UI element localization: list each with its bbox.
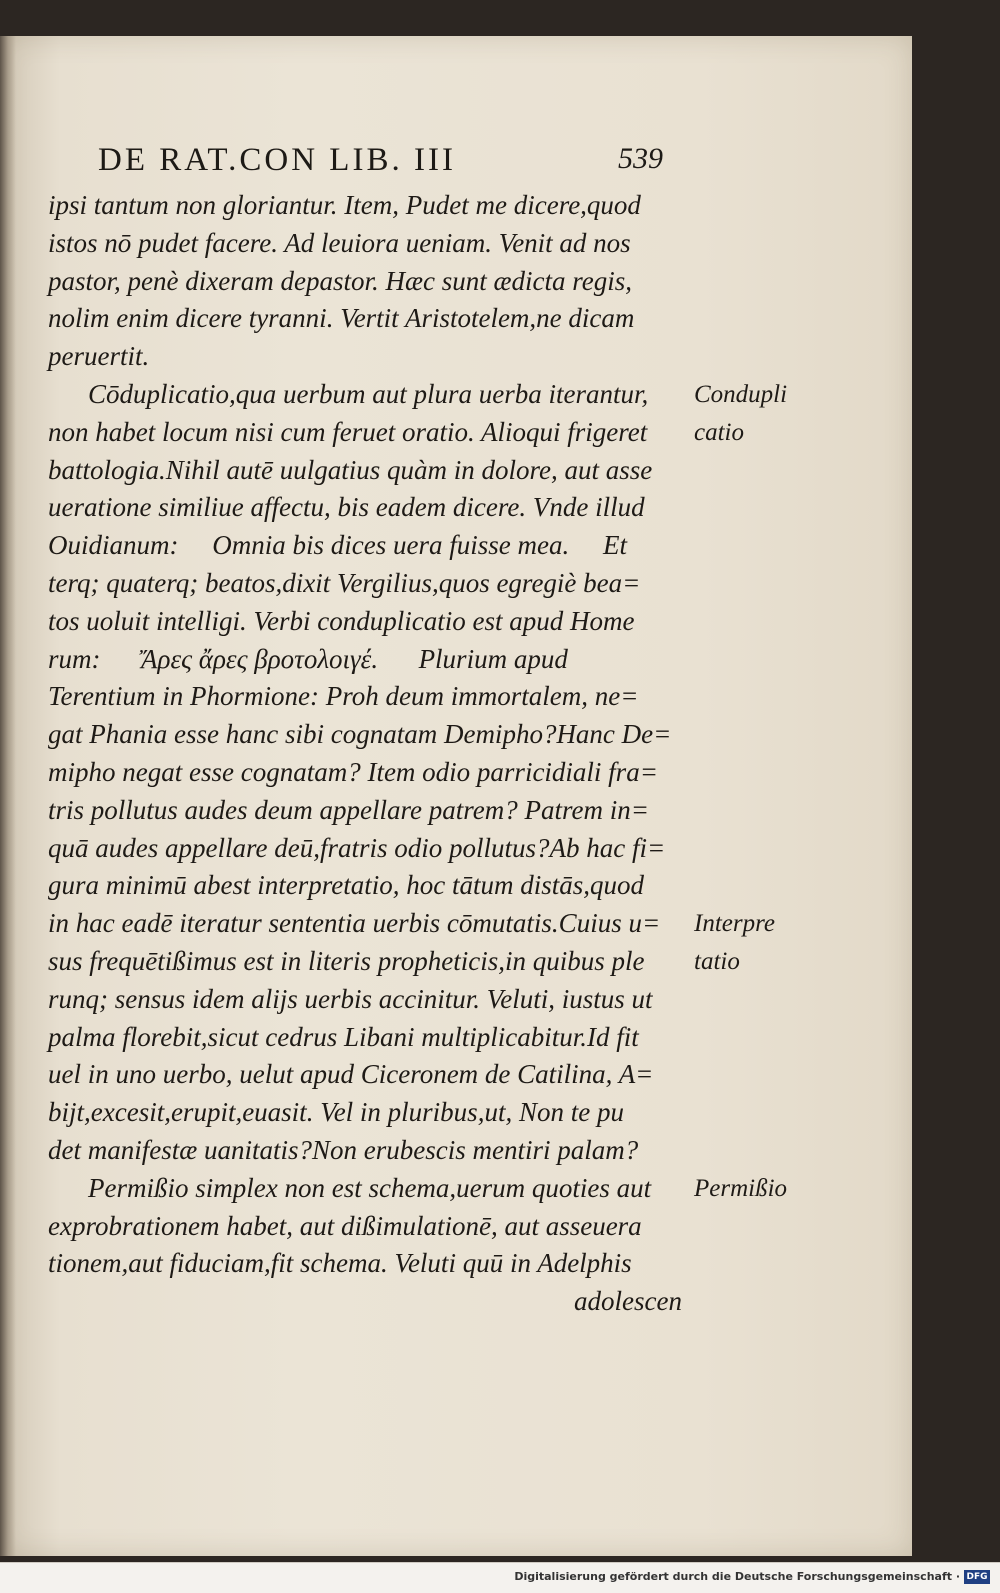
text-line: ueratione similiue affectu, bis eadem dicere. Vnde illud xyxy=(48,492,645,523)
funding-credit: Digitalisierung gefördert durch die Deutsche Forschungsgemeinschaft · xyxy=(514,1570,960,1583)
text-line: rum: Ἄρες ἄρες βροτολοιγέ. Plurium apud xyxy=(48,643,568,674)
page-header xyxy=(98,142,698,190)
text-line: gat Phania esse hanc sibi cognatam Demipho?Hanc De= xyxy=(48,719,672,750)
margin-note-permissio xyxy=(694,1170,787,1208)
margin-note-conduplicatio xyxy=(694,376,787,452)
text-line: battologia.Nihil autē uulgatius quàm in dolore, aut asse xyxy=(48,454,653,485)
text-line: Ouidianum: Omnia bis dices uera fuisse mea. Et xyxy=(48,530,627,561)
text-line: ipsi tantum non gloriantur. Item, Pudet me dicere,quod xyxy=(48,190,641,220)
text-line: non habet locum nisi cum feruet oratio. Alioqui frigeret xyxy=(48,416,648,447)
text-line: terq; quaterq; beatos,dixit Vergilius,quos egregiè bea= xyxy=(48,567,641,598)
text-line: tionem,aut fiduciam,fit schema. Veluti quū in Adelphis xyxy=(48,1248,632,1279)
text-line: Cōduplicatio,qua uerbum aut plura uerba iterantur, xyxy=(88,378,649,409)
text-line: nolim enim dicere tyranni. Vertit Aristotelem,ne dicam xyxy=(48,303,635,334)
page-number: 539 xyxy=(618,142,663,175)
digitization-footer xyxy=(0,1562,1000,1593)
text-line: in hac eadē iteratur sententia uerbis cōmutatis.Cuius u= xyxy=(48,908,661,939)
text-line: sus frequētißimus est in literis propheticis,in quibus ple xyxy=(48,945,645,976)
text-line: uel in uno uerbo, uelut apud Ciceronem de Catilina, A= xyxy=(48,1059,654,1090)
page-gutter-shadow xyxy=(0,36,16,1556)
text-line: gura minimū abest interpretatio, hoc tātum distās,quod xyxy=(48,870,644,901)
text-line: pastor, penè dixeram depastor. Hæc sunt ædicta regis, xyxy=(48,265,632,296)
margin-note-line: Permißio xyxy=(694,1175,788,1202)
margin-note-line: catio xyxy=(694,418,744,446)
text-line: runq; sensus idem alijs uerbis accinitur. Veluti, iustus ut xyxy=(48,983,653,1014)
text-line: mipho negat esse cognatam? Item odio parricidiali fra= xyxy=(48,756,658,787)
body-text xyxy=(48,187,688,1321)
text-line: det manifestæ uanitatis?Non erubescis mentiri palam? xyxy=(48,1134,639,1165)
text-line: exprobrationem habet, aut dißimulationē, aut asseuera xyxy=(48,1210,642,1241)
text-line: bijt,excesit,erupit,euasit. Vel in pluribus,ut, Non te pu xyxy=(48,1097,624,1128)
running-title: DE RAT.CON LIB. III xyxy=(98,142,456,178)
text-line: palma florebit,sicut cedrus Libani multiplicabitur.Id fit xyxy=(48,1021,639,1052)
margin-note-line: tatio xyxy=(694,947,740,975)
text-line: Permißio simplex non est schema,uerum quoties aut xyxy=(88,1172,652,1203)
margin-note-interpretatio xyxy=(694,905,775,981)
margin-note-line: Condupli xyxy=(694,381,788,408)
dfg-logo: DFG xyxy=(964,1570,990,1584)
margin-note-line: Interpre xyxy=(694,910,775,937)
text-line: tris pollutus audes deum appellare patrem? Patrem in= xyxy=(48,794,649,825)
text-line: peruertit. xyxy=(48,341,150,372)
catchword: adolescen xyxy=(574,1286,682,1317)
text-line: quā audes appellare deū,fratris odio pollutus?Ab hac fi= xyxy=(48,832,666,863)
text-line: tos uoluit intelligi. Verbi conduplicatio est apud Home xyxy=(48,605,635,636)
text-line: Terentium in Phormione: Proh deum immortalem, ne= xyxy=(48,681,639,712)
text-line: istos nō pudet facere. Ad leuiora ueniam. Venit ad nos xyxy=(48,227,631,258)
